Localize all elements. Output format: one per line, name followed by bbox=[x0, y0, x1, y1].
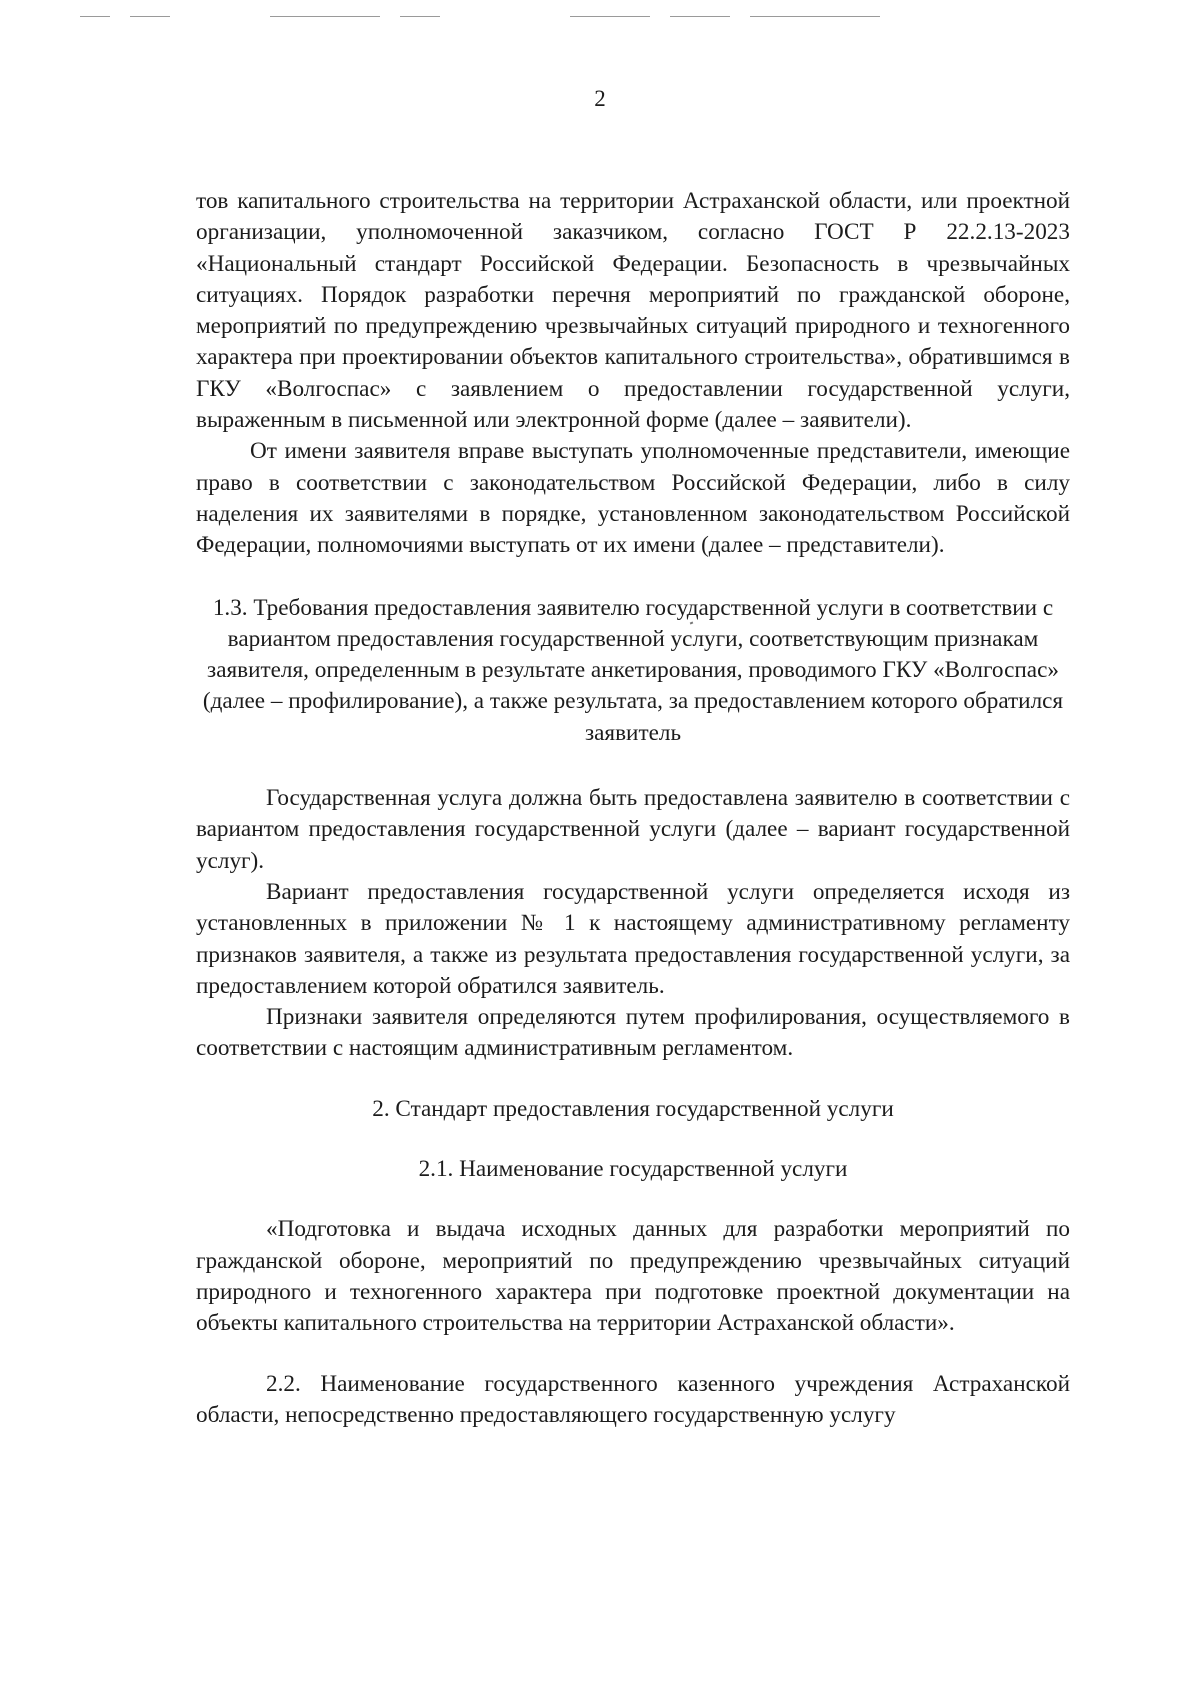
section-heading-2-1: 2.1. Наименование государственной услуги bbox=[418, 1156, 848, 1183]
section-heading-1-3: 1.3. Требования предоставления заявителю государственной услуги в соответствии с вариантом предоставления государственной услуги, соответствующим признакам заявителя, определенным в результате анкетирования, проводимого ГКУ «Волгоспас» (далее – профилирование), а также результата, за предоставлением которого обратился заявитель bbox=[202, 594, 1064, 746]
paragraph-section-2-2: 2.2. Наименование государственного казенного учреждения Астраханской области, непосредственно предоставляющего государственную услугу bbox=[196, 1370, 1070, 1428]
paragraph-variant-determination: Вариант предоставления государственной услуги определяется исходя из установленных в приложении № 1 к настоящему административному регламенту признаков заявителя, а также из результата предоставления государственной услуги, за предоставлением которой обратился заявитель. bbox=[196, 878, 1070, 999]
scan-artifact-marks bbox=[70, 12, 970, 20]
paragraph-service-variant: Государственная услуга должна быть предоставлена заявителю в соответствии с вариантом предоставления государственной услуги (далее – вариант государственной услуг). bbox=[196, 785, 1070, 874]
paragraph-representatives: От имени заявителя вправе выступать уполномоченные представители, имеющие право в соответствии с законодательством Российской Федерации, либо в силу наделения их заявителями в порядке, установленном законодательством Российской Федерации, полномочиями выступать от их имени (далее – представители). bbox=[196, 438, 1070, 559]
document-body bbox=[196, 186, 1070, 1431]
paragraph-service-name: «Подготовка и выдача исходных данных для разработки мероприятий по гражданской обороне, мероприятий по предупреждению чрезвычайных ситуаций природного и техногенного характера при подготовке проектной документации на объекты капитального строительства на территории Астраханской области». bbox=[196, 1216, 1070, 1337]
paragraph-applicant-features: Признаки заявителя определяются путем профилирования, осуществляемого в соответствии с настоящим административным регламентом. bbox=[196, 1004, 1070, 1062]
page-number: 2 bbox=[594, 86, 606, 111]
section-heading-2: 2. Стандарт предоставления государственной услуги bbox=[372, 1095, 894, 1122]
paragraph-applicants: тов капитального строительства на территории Астраханской области, или проектной организации, уполномоченной заказчиком, согласно ГОСТ Р 22.2.13-2023 «Национальный стандарт Российской Федерации. Безопасность в чрезвычайных ситуациях. Порядок разработки перечня мероприятий по гражданской обороне, мероприятий по предупреждению чрезвычайных ситуаций природного и техногенного характера при проектировании объектов капитального строительства», обратившимся в ГКУ «Волгоспас» с заявлением о предоставлении государственной услуги, выраженным в письменной или электронной форме (далее – заявители). bbox=[196, 188, 1070, 434]
